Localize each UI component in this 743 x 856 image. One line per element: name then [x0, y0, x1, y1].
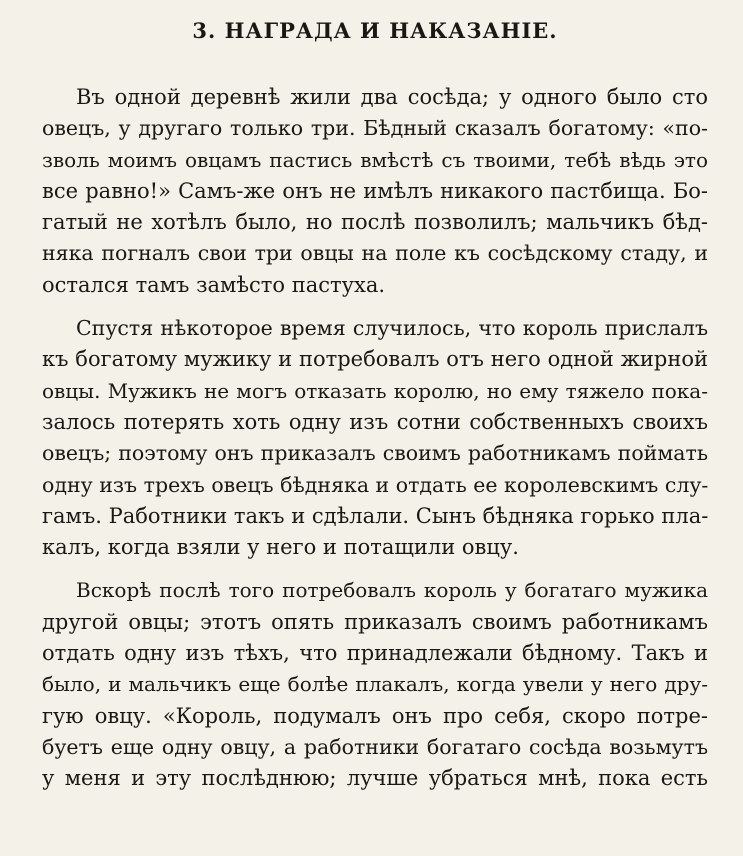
- text-line: няка погналъ свои три овцы на поле къ сосѣдскому стаду, и: [42, 241, 708, 266]
- text-line: у меня и эту послѣднюю; лучше убраться мнѣ, пока есть: [42, 766, 708, 791]
- text-line: залось потерять хоть одну изъ сотни собственныхъ своихъ: [42, 409, 708, 434]
- text-line: гамъ. Работники такъ и сдѣлали. Сынъ бѣдняка горько пла-: [42, 503, 708, 528]
- text-line: остался тамъ замѣсто пастуха.: [42, 272, 386, 297]
- text-line: Спустя нѣкоторое время случилось, что король прислалъ: [76, 316, 708, 341]
- text-line: гую овцу. «Король, подумалъ онъ про себя, скоро потре-: [42, 703, 708, 728]
- document-page: [0, 10, 743, 856]
- story-text: [42, 82, 708, 795]
- page-title: 3. НАГРАДА И НАКАЗАНІЕ.: [192, 18, 558, 43]
- text-line: зволь моимъ овцамъ пастись вмѣстѣ съ твоими, тебѣ вѣдь это: [42, 147, 708, 172]
- text-line: калъ, когда взяли у него и потащили овцу.: [42, 535, 519, 560]
- text-line: Вскорѣ послѣ того потребовалъ король у богатаго мужика: [76, 578, 708, 603]
- text-line: другой овцы; этотъ опять приказалъ своимъ работникамъ: [42, 609, 708, 634]
- paragraph-3: [42, 575, 708, 794]
- text-line: было, и мальчикъ еще болѣе плакалъ, когда увели у него дру-: [42, 672, 708, 697]
- text-line: овецъ, у другаго только три. Бѣдный сказалъ богатому: «по-: [42, 116, 708, 141]
- paragraph-1: [42, 82, 708, 301]
- text-line: все равно!» Самъ-же онъ не имѣлъ никакого пастбища. Бо-: [42, 178, 708, 203]
- text-line: одну изъ трехъ овецъ бѣдняка и отдать ее королевскимъ слу-: [42, 472, 708, 497]
- paragraph-2: [42, 313, 708, 563]
- text-line: буетъ еще одну овцу, а работники богатаго сосѣда возьмутъ: [42, 734, 708, 759]
- text-line: овцы. Мужикъ не могъ отказать королю, но ему тяжело пока-: [42, 378, 708, 403]
- text-line: гатый не хотѣлъ было, но послѣ позволилъ; мальчикъ бѣд-: [42, 210, 708, 235]
- text-line: отдать одну изъ тѣхъ, что принадлежали бѣдному. Такъ и: [42, 641, 708, 666]
- text-line: къ богатому мужику и потребовалъ отъ него одной жирной: [42, 347, 708, 372]
- text-line: Въ одной деревнѣ жили два сосѣда; у одного было сто: [76, 85, 708, 109]
- text-line: овецъ; поэтому онъ приказалъ своимъ работникамъ поймать: [42, 441, 708, 466]
